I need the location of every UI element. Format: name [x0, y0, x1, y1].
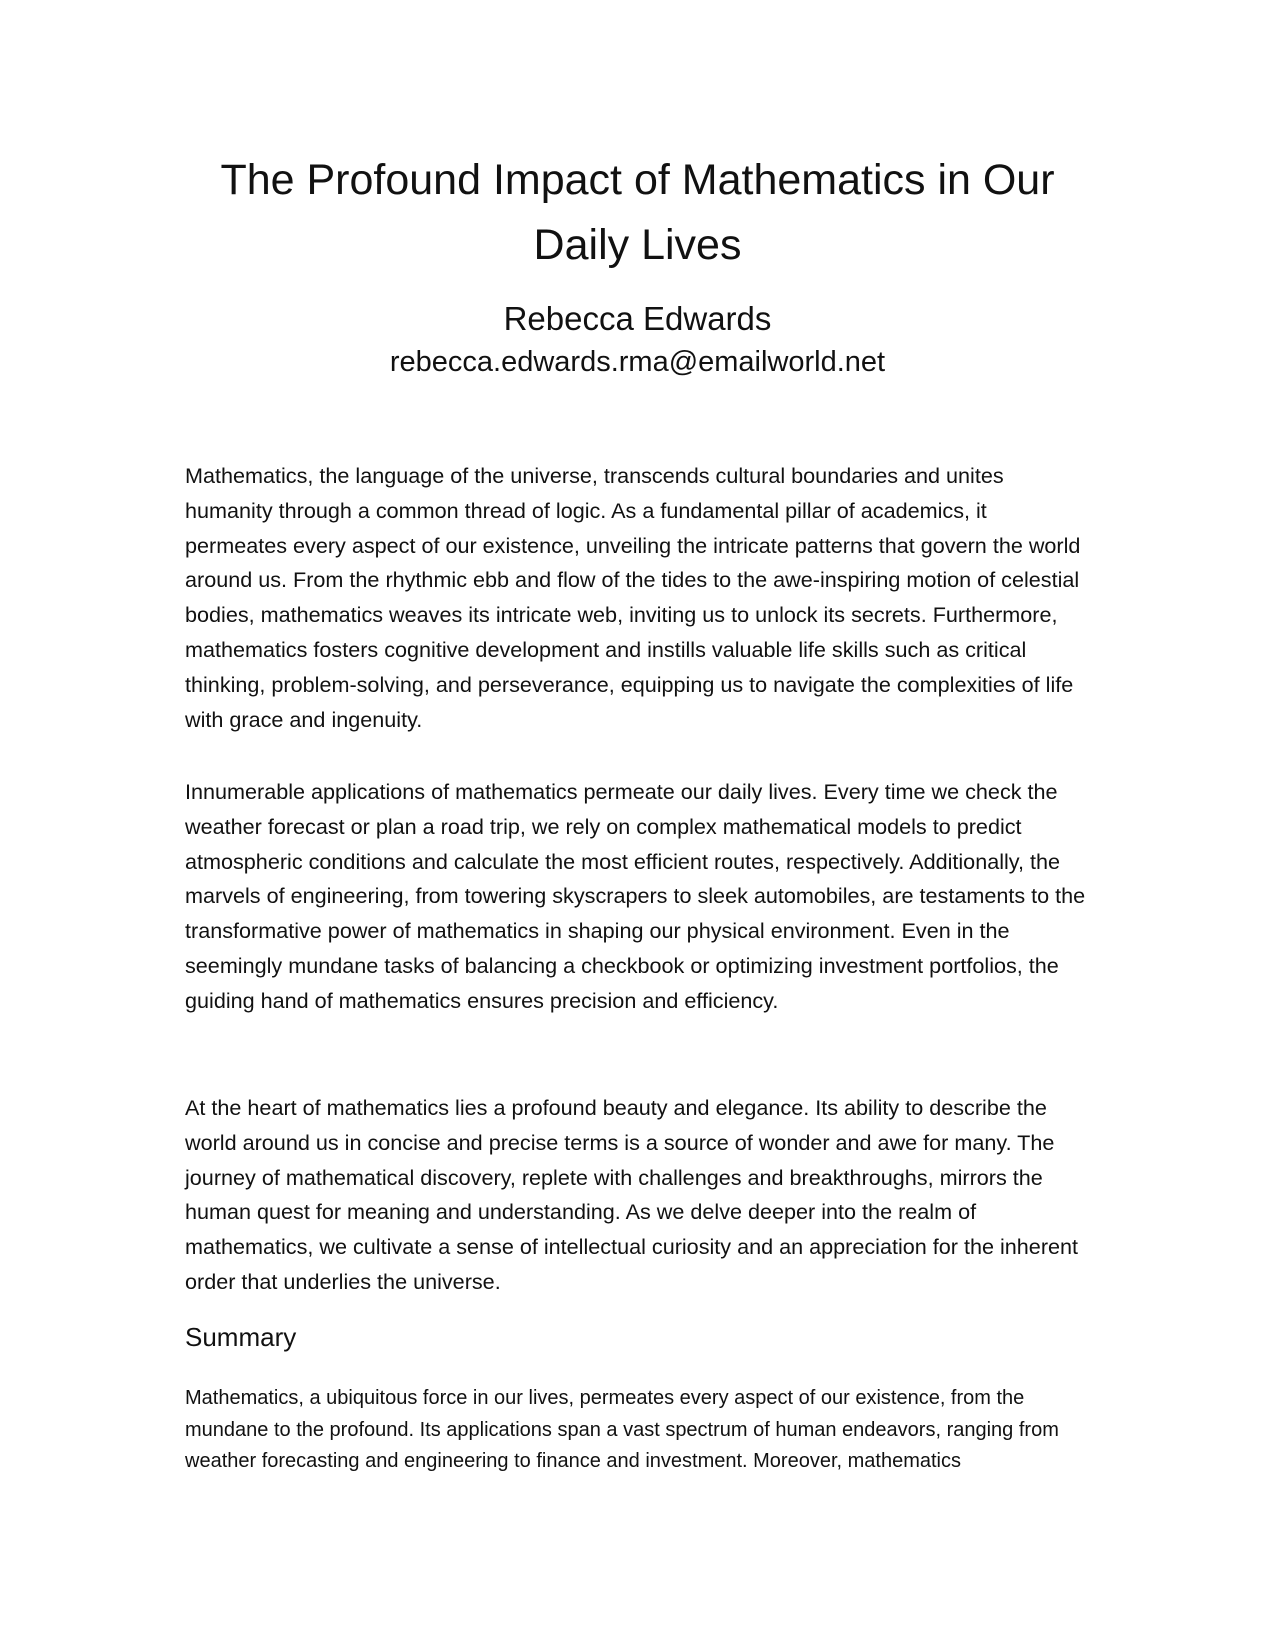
author-email: rebecca.edwards.rma@emailworld.net — [389, 346, 886, 378]
body-paragraph: Mathematics, the language of the universe, transcends cultural boundaries and unites humanity through a common thread of logic. As a fundamental pillar of academics, it permeates every aspect of our existence, unveiling the intricate patterns that govern the world around us. From the rhythmic ebb and flow of the tides to the awe-inspiring motion of celestial bodies, mathematics weaves its intricate web, inviting us to unlock its secrets. Furthermore, mathematics fosters cognitive development and instills valuable life skills such as critical thinking, problem-solving, and perseverance, equipping us to navigate the complexities of life with grace and ingenuity. — [185, 463, 1081, 732]
summary-paragraph: Mathematics, a ubiquitous force in our lives, permeates every aspect of our existence, from the mundane to the profound. Its applications span a vast spectrum of human endeavors, ranging from weather forecasting and engineering to finance and investment. Moreover, mathematics — [185, 1387, 1059, 1472]
document-title: The Profound Impact of Mathematics in Our Daily Lives — [220, 156, 1055, 269]
body-paragraph: At the heart of mathematics lies a profound beauty and elegance. Its ability to describe the world around us in concise and precise terms is a source of wonder and awe for many. The journey of mathematical discovery, replete with challenges and breakthroughs, mirrors the human quest for meaning and understanding. As we delve deeper into the realm of mathematics, we cultivate a sense of intellectual curiosity and an appreciation for the inherent order that underlies the universe. — [185, 1095, 1079, 1294]
summary-heading: Summary — [185, 1322, 297, 1352]
author-name: Rebecca Edwards — [503, 300, 772, 337]
body-paragraph: Innumerable applications of mathematics permeate our daily lives. Every time we check the weather forecast or plan a road trip, we rely on complex mathematical models to predict atmospheric conditions and calculate the most efficient routes, respectively. Additionally, the marvels of engineering, from towering skyscrapers to sleek automobiles, are testaments to the transformative power of mathematics in shaping our physical environment. Even in the seemingly mundane tasks of balancing a checkbook or optimizing investment portfolios, the guiding hand of mathematics ensures precision and efficiency. — [185, 779, 1086, 1013]
